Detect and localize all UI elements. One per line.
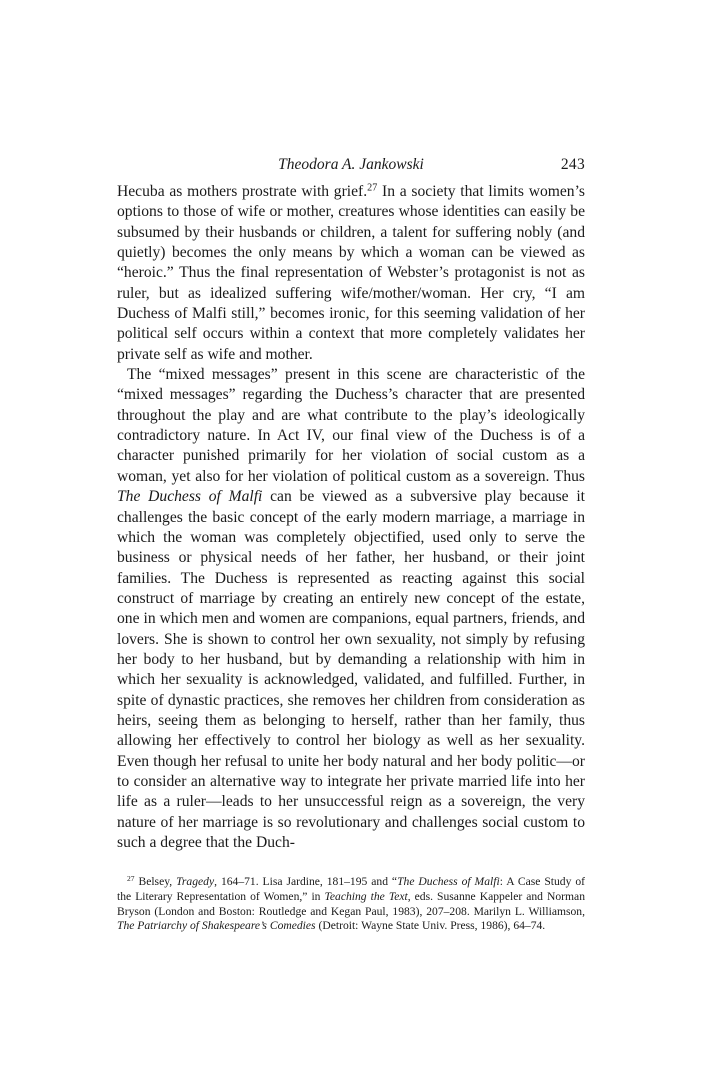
footnote-title-1: Tragedy [176,875,215,889]
footnote-text-3: : A Case Study of the Literary Representation of Women,” in [117,875,585,903]
paragraph-1-text-b: In a society that limits women’s options to those of wife or mother, creatures whose identities can easily be subsumed by their husbands or children, a talent for suffering nobly (and quietly) becomes the only means by which a woman can be viewed as “heroic.” Thus the final representation of Webster’s protagonist is not as ruler, but as idealized suffering wife/mother/woman. Her cry, “I am Duchess of Malfi still,” becomes ironic, for this seeming validation of her political self occurs within a context that more completely validates her private self as wife and mother. [117,183,585,363]
paragraph-1-text-a: Hecuba as mothers prostrate with grief. [117,183,368,200]
play-title: The Duchess of Malfi [117,488,263,506]
footnote-title-3: Teaching the Text [324,889,408,903]
paragraph-1 [117,182,585,365]
footnote-number: 27 [127,874,135,884]
running-head [117,156,585,182]
body-text [117,182,585,853]
running-head-author: Theodora A. Jankowski [278,156,424,173]
footnote-title-2: The Duchess of Malfi [397,875,500,889]
footnote-text-5: (Detroit: Wayne State Univ. Press, 1986), 64–74. [315,919,546,933]
paragraph-2-text-a: The “mixed messages” present in this scene are characteristic of the “mixed messages” regarding the Duchess’s character that are presented throughout the play and are what contribute to the play’s ideologically contradictory nature. In Act IV, our final view of the Duchess is of a character punished primarily for her violation of social custom as a woman, yet also for her violation of political custom as a sovereign. Thus [117,366,585,485]
paragraph-2 [117,365,585,853]
footnote-text-1: Belsey, [134,875,177,889]
footnote-title-4: The Patriarchy of Shakespeare’s Comedies [117,919,316,933]
footnote-text-2: , 164–71. Lisa Jardine, 181–195 and “ [214,875,398,889]
book-page [117,156,585,934]
page-number: 243 [560,156,585,173]
paragraph-2-text-b: can be viewed as a subversive play because it challenges the basic concept of the early modern marriage, a marriage in which the woman was completely objectified, used only to serve the business or physical needs of her father, her husband, or their joint families. The Duchess is represented as reacting against this social construct of marriage by creating an entirely new concept of the estate, one in which men and women are companions, equal partners, friends, and lovers. She is shown to control her own sexuality, not simply by refusing her body to her husband, but by demanding a relationship with him in which her sexuality is acknowledged, validated, and fulfilled. Further, in spite of dynastic practices, she removes her children from consideration as heirs, seeing them as belonging to herself, rather than her family, thus allowing her effectively to control her biology as well as her sexuality. Even though her refusal to unite her body natural and her body politic—or to consider an alternative way to integrate her private married life into her life as a ruler—leads to her unsuccessful reign as a sovereign, the very nature of her marriage is so revolutionary and challenges social custom to such a degree that the Duch- [117,488,585,851]
footnote-27 [117,875,585,933]
footnotes [117,875,585,933]
footnote-reference-27: 27 [367,182,378,194]
footnote-text-4: , eds. Susanne Kappeler and Norman Bryson (London and Boston: Routledge and Kegan Paul, 1983), 207–208. Marilyn L. Williamson, [117,889,585,918]
